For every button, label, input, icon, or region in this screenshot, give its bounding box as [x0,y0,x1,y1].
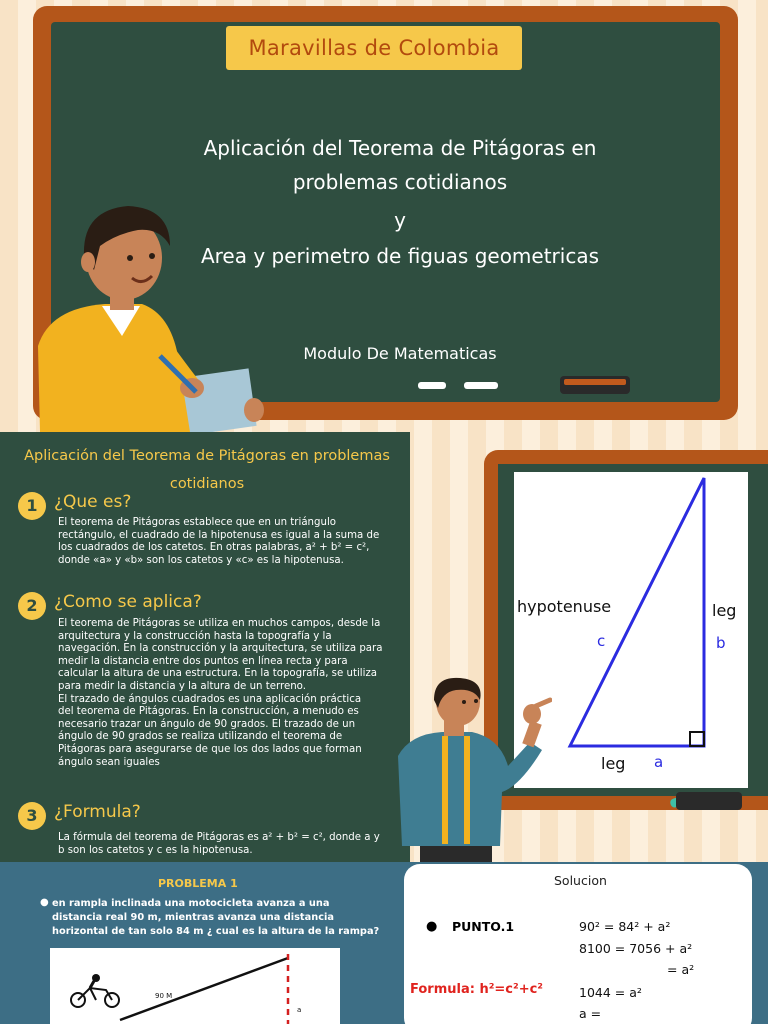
text-line: distancia real 90 m, mientras avanza una distancia [52,912,334,923]
solution-step: = a² [667,962,695,977]
solution-card [404,864,752,1024]
text-line: navegación. En la construcción y la arquitectura, se utiliza para [58,643,383,655]
label-c: c [597,632,606,650]
item-heading-que-es: ¿Que es? [54,492,132,512]
item-text-que-es [58,517,402,567]
solution-step: 1044 = a² [579,985,642,1000]
text-line: calcular la altura de una estructura. En la topografía, se utiliza [58,668,378,680]
section-title [12,442,402,498]
text-line: medir la distancia entre dos puntos en línea recta y para [58,655,348,667]
title-line-1: Aplicación del Teorema de Pitágoras en [203,136,597,160]
solution-title: Solucion [554,873,607,888]
text-line: b son los catetos y c es la hipotenusa. [58,844,253,856]
section-title-line-2: cotidianos [169,476,245,492]
title-banner [226,26,522,70]
label-a: a [654,753,664,771]
teacher-writing-illustration [20,196,270,432]
item-text-formula [58,832,402,857]
ramp-length-label: 90 M [155,992,173,1000]
bullet-icon: ● [426,919,438,934]
chalk-stick [418,382,446,389]
text-line: para medir la distancia y la altura de un terreno. [58,680,306,692]
text-line: El teorema de Pitágoras establece que en un triángulo [58,517,337,528]
title-line-3: Area y perimetro de figuas geometricas [200,244,600,268]
bullet-icon: ● [40,897,49,908]
label-hypotenuse: hypotenuse [517,597,612,616]
step-number-badge: 1 [18,492,46,520]
text-line: en rampla inclinada una motocicleta avanza a una [52,898,330,909]
text-line: rectángulo, el cuadrado de la hipotenusa es igual a la suma de [58,529,380,541]
solution-step: a = [579,1006,602,1021]
label-leg-vertical: leg [712,601,737,620]
item-heading-como-se-aplica: ¿Como se aplica? [54,592,202,612]
step-number-badge: 3 [18,802,46,830]
solution-step: 8100 = 7056 + a² [579,941,693,956]
text-line: del teorema de Pitágoras. En la construcción, a menudo es [58,706,359,718]
text-line: los cuadrados de los catetos. En otras palabras, a² + b² = c², [58,542,370,554]
ramp-height-label: a [297,1006,302,1014]
text-line: necesario trazar un ángulo de 90 grados. El trazado de un [58,718,356,730]
solution-step: 90² = 84² + a² [579,919,671,934]
problem-title: PROBLEMA 1 [158,877,238,890]
module-label: Modulo De Matematicas [303,344,497,363]
label-leg-horizontal: leg [601,754,626,773]
problem-statement [52,897,392,939]
title-connector: y [394,208,406,232]
title-line-2: problemas cotidianos [292,170,508,194]
step-number-badge: 2 [18,592,46,620]
text-line: ángulo de 90 grados se realiza utilizando el teorema de [58,731,343,743]
text-line: arquitectura y la construcción hasta la topografía y la [58,630,332,642]
text-line: ángulo sean iguales [58,756,160,768]
label-b: b [716,634,726,652]
eraser-icon [676,792,742,810]
solution-point-label: PUNTO.1 [452,919,515,934]
chalk-stick [464,382,498,389]
formula-label: Formula: h²=c²+c² [410,982,543,997]
section-title-line-1: Aplicación del Teorema de Pitágoras en problemas [24,448,390,464]
text-line: horizontal de tan solo 84 m ¿ cual es la altura de la rampa? [52,926,380,937]
man-pointing-illustration [380,676,552,862]
item-text-como-se-aplica [58,618,402,769]
text-line: El trazado de ángulos cuadrados es una aplicación práctica [58,693,362,705]
banner-text: Maravillas de Colombia [248,36,500,60]
text-line: El teorema de Pitágoras se utiliza en muchos campos, desde la [58,618,381,629]
text-line: La fórmula del teorema de Pitágoras es a² + b² = c², donde a y [58,832,380,843]
item-heading-formula: ¿Formula? [54,802,141,822]
text-line: Pitágoras para asegurarse de que los dos lados que forman [58,743,362,755]
eraser-icon [560,376,630,394]
text-line: donde «a» y «b» son los catetos y «c» es la hipotenusa. [58,554,344,566]
